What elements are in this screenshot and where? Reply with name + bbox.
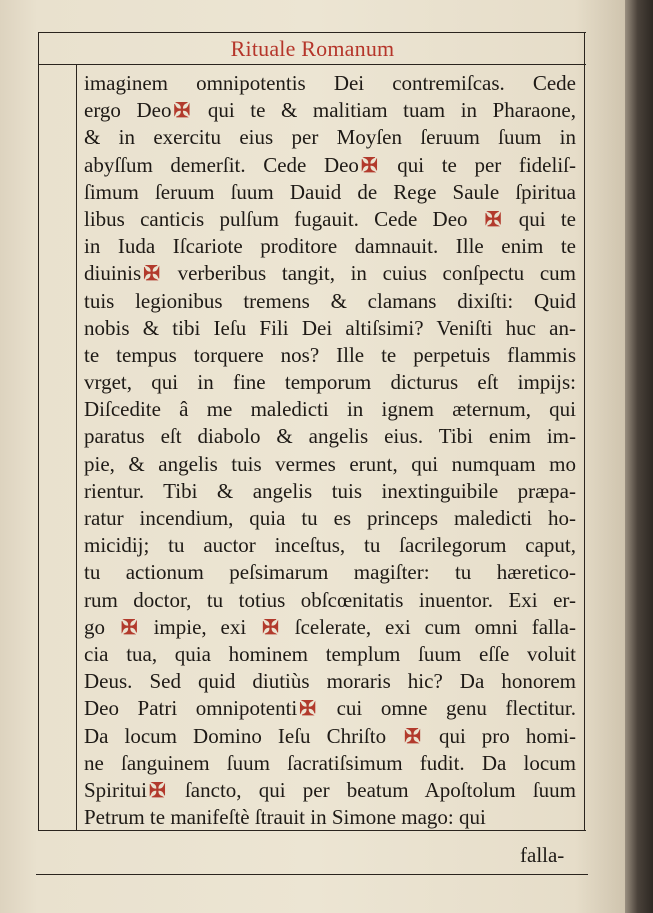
text-run: Petrum te manifeſtè ſtrauit in Simone mago: qui — [84, 805, 486, 830]
book-gutter — [625, 0, 653, 913]
catchword: falla- — [520, 843, 565, 867]
text-run: qui te — [503, 206, 576, 231]
text-run: nobis & tibi Ieſu Fili Dei altiſsimi? Veniſti huc an- — [84, 315, 576, 340]
text-run: Deo Patri omnipotenti — [84, 696, 298, 721]
text-run: verberibus tangit, in cuius conſpectu cum — [161, 261, 576, 286]
text-line — [84, 288, 576, 315]
cross-icon: ✠ — [120, 616, 138, 639]
text-run: ne ſanguinem ſuum ſacratiſsimum fudit. Da locum — [84, 750, 576, 775]
running-header: Rituale Romanum — [230, 36, 395, 61]
text-line — [84, 233, 576, 260]
text-line — [84, 804, 576, 831]
text-line — [84, 532, 576, 559]
text-run: libus canticis pulſum fugauit. Cede Deo — [84, 206, 483, 231]
text-run: impie, exi — [139, 614, 261, 639]
text-line — [84, 260, 576, 287]
frame-rule-top — [38, 32, 586, 33]
cross-icon: ✠ — [404, 725, 421, 748]
text-run: Spiritui — [84, 777, 148, 802]
text-run: ſimum ſeruum ſuum Dauid de Rege Saule ſpiritua — [84, 179, 576, 204]
text-line — [84, 641, 576, 668]
text-line — [84, 750, 576, 777]
frame-rule-left-inner — [76, 64, 77, 830]
text-run: rientur. Tibi & angelis tuis inextinguibile præpa- — [84, 478, 576, 503]
text-run: ſancto, qui per beatum Apoſtolum ſuum — [167, 777, 576, 802]
text-run: cui omne genu flectitur. — [318, 696, 576, 721]
text-run: imaginem omnipotentis Dei contremiſcas. Cede — [84, 71, 576, 95]
text-line — [84, 777, 576, 804]
text-line — [84, 369, 576, 396]
text-line — [84, 152, 576, 179]
cross-icon: ✠ — [143, 263, 160, 286]
text-run: qui te & malitiam tuam in Pharaone, — [192, 98, 576, 123]
text-run: qui pro homi- — [422, 723, 576, 748]
text-run: tu actionum peſsimarum magiſter: tu hæretico- — [84, 560, 576, 585]
cross-icon: ✠ — [173, 100, 191, 123]
text-run: Diſcedite â me maledicti in ignem æternum, qui — [84, 397, 576, 422]
text-run: Da locum Domino Ieſu Chriſto — [84, 723, 403, 748]
text-line — [84, 396, 576, 423]
text-run: rum doctor, tu totius obſcœnitatis inuentor. Exi er- — [84, 587, 576, 612]
text-line — [84, 124, 576, 151]
text-line — [84, 559, 576, 586]
text-run: & in exercitu eius per Moyſen ſeruum ſuum in — [84, 125, 576, 150]
cross-icon: ✠ — [360, 154, 378, 177]
text-line — [84, 505, 576, 532]
frame-rule-catchword — [36, 874, 588, 875]
text-run: ſcelerate, exi cum omni falla- — [280, 614, 576, 639]
text-run: abyſſum demerſit. Cede Deo — [84, 152, 359, 177]
cross-icon: ✠ — [484, 208, 502, 231]
text-run: ratur incendium, quia tu es princeps maledicti ho- — [84, 506, 576, 530]
text-run: Deus. Sed quid diutiùs moraris hic? Da honorem — [84, 669, 576, 694]
text-run: te tempus torquere nos? Ille te perpetuis flammis — [84, 342, 576, 367]
cross-icon: ✠ — [149, 779, 166, 802]
frame-rule-header — [38, 64, 586, 65]
body-text — [84, 70, 576, 831]
text-run: in Iuda Iſcariote proditore damnauit. Ille enim te — [84, 234, 576, 259]
text-line — [84, 451, 576, 478]
text-run: qui te per fideliſ- — [379, 152, 576, 177]
text-line — [84, 423, 576, 450]
text-line — [84, 315, 576, 342]
text-line — [84, 179, 576, 206]
text-line — [84, 478, 576, 505]
text-line — [84, 70, 576, 97]
text-run: pie, & angelis tuis vermes erunt, qui numquam mo — [84, 451, 576, 476]
text-run: cia tua, quia hominem templum ſuum eſſe voluit — [84, 641, 576, 666]
text-run: diuinis — [84, 261, 142, 286]
text-run: vrget, qui in fine temporum dicturus eſt impijs: — [84, 370, 576, 395]
text-run: paratus eſt diabolo & angelis eius. Tibi enim im- — [84, 424, 576, 449]
cross-icon: ✠ — [262, 616, 279, 639]
text-run: tuis legionibus tremens & clamans dixiſti: Quid — [84, 288, 576, 313]
text-run: go — [84, 614, 119, 639]
frame-rule-left-outer — [38, 32, 39, 830]
text-line — [84, 587, 576, 614]
text-line — [84, 97, 576, 124]
text-run: micidij; tu auctor inceſtus, tu ſacrilegorum caput, — [84, 533, 576, 558]
text-line — [84, 342, 576, 369]
frame-rule-right — [584, 32, 585, 830]
text-run: ergo Deo — [84, 98, 172, 123]
text-line — [84, 206, 576, 233]
text-line — [84, 723, 576, 750]
cross-icon: ✠ — [299, 698, 317, 721]
text-line — [84, 695, 576, 722]
text-line — [84, 668, 576, 695]
text-line — [84, 614, 576, 641]
